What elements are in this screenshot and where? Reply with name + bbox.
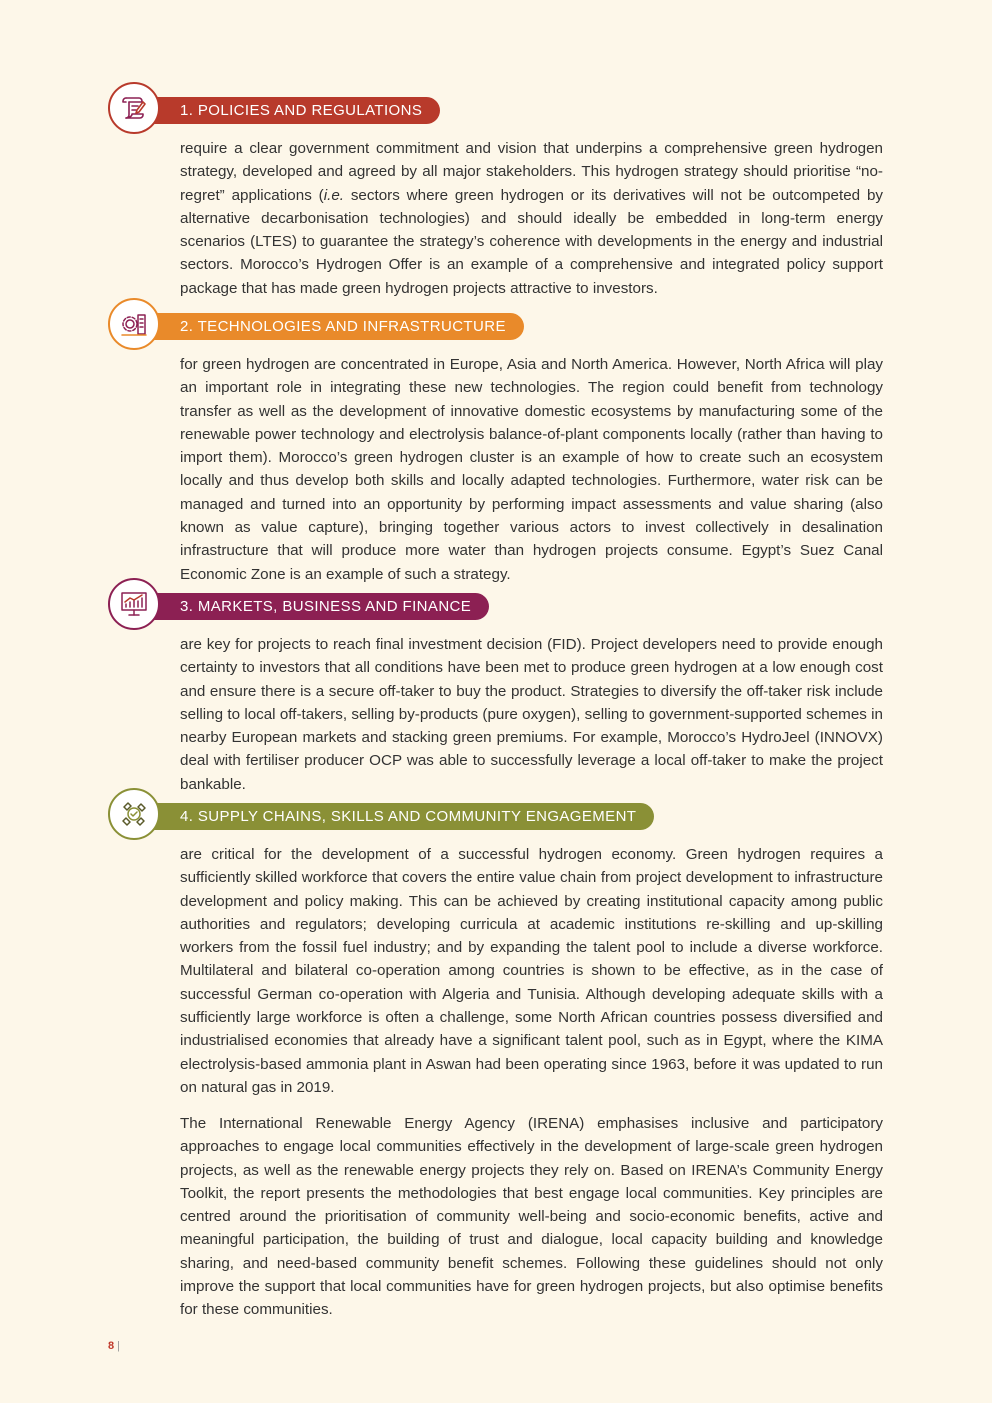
section-heading: 4. SUPPLY CHAINS, SKILLS AND COMMUNITY ENGAGEMENT xyxy=(152,803,654,830)
section-markets xyxy=(108,578,883,796)
page-number-value: 8 xyxy=(108,1340,115,1352)
growth-chart-icon xyxy=(108,578,160,630)
page-separator: | xyxy=(117,1340,120,1352)
factory-gear-icon xyxy=(108,298,160,350)
section-header xyxy=(108,298,883,356)
section-body: are critical for the development of a successful hydrogen economy. Green hydrogen requires a sufficiently skilled workforce that covers the entire value chain from project development to infrastructure development and policy making. This can be achieved by creating institutional capacity among public authorities and regulators; developing curricula at academic institutions re-skilling and up-skilling workers from the fossil fuel industry; and by expanding the talent pool to include a diverse workforce. Multilateral and bilateral co-operation among countries is shown to be effective, as in the case of successful German co-operation with Algeria and Tunisia. Although developing adequate skills with a sufficiently large workforce is often a challenge, some North African countries possess diversified and industrialised economies that already have a significant talent pool, such as in Egypt, where the KIMA electrolysis-based ammonia plant in Aswan had been operating since 1963, before it was updated to run on natural gas in 2019. xyxy=(180,846,883,1096)
section-header xyxy=(108,788,883,846)
section-header xyxy=(108,578,883,636)
section-header xyxy=(108,82,883,140)
section-heading: 1. POLICIES AND REGULATIONS xyxy=(152,97,440,124)
section-body: require a clear government commitment and vision that underpins a comprehensive green hydrogen strategy, developed and agreed by all major stakeholders. This hydrogen strategy should prioritise “no-regret” applications (i.e. sectors where green hydrogen or its derivatives will not be outcompeted by alternative decarbonisation technologies) and should ideally be embedded in long-term energy scenarios (LTES) to guarantee the strategy’s coherence with developments in the energy and industrial sectors. Morocco’s Hydrogen Offer is an example of a comprehensive and integrated policy support package that has made green hydrogen projects attractive to investors. xyxy=(180,140,883,297)
policy-document-icon xyxy=(108,82,160,134)
closing-paragraph: The International Renewable Energy Agency (IRENA) emphasises inclusive and participatory approaches to engage local communities effectively in the development of large-scale green hydrogen projects, as well as the renewable energy projects they rely on. Based on IRENA’s Community Energy Toolkit, the report presents the methodologies that best engage local communities. Key principles are centred around the prioritisation of community well-being and socio-economic benefits, active and meaningful participation, the building of trust and dialogue, local capacity building and knowledge sharing, and need-based community benefit schemes. Following these guidelines should not only improve the support that local communities have for green hydrogen projects, but also optimise benefits for these communities. xyxy=(180,1115,883,1319)
section-body: for green hydrogen are concentrated in Europe, Asia and North America. However, North Africa will play an important role in integrating these new technologies. The region could benefit from technology transfer as well as the development of innovative domestic ecosystems by manufacturing some of the renewable power technology and electrolysis balance-of-plant components locally (rather than having to import them). Morocco’s green hydrogen cluster is an example of how to create such an ecosystem locally and thus develop both skills and locally adapted technologies. Furthermore, water risk can be managed and turned into an opportunity by performing impact assessments and value sharing (also known as value capture), bringing together various actors to invest collectively in desalination infrastructure that will produce more water than hydrogen projects consume. Egypt’s Suez Canal Economic Zone is an example of such a strategy. xyxy=(180,356,883,583)
section-body: are key for projects to reach final investment decision (FID). Project developers need to provide enough certainty to investors that all conditions have been met to produce green hydrogen at a low enough cost and ensure there is a secure off-taker to buy the product. Strategies to diversify the off-taker risk include selling to local off-takers, selling by-products (pure oxygen), selling to government-supported schemes in nearby European markets and stacking green premiums. For example, Morocco’s HydroJeel (INNOVX) deal with fertiliser producer OCP was able to successfully leverage a local off-taker to make the project bankable. xyxy=(180,636,883,793)
section-heading: 3. MARKETS, BUSINESS AND FINANCE xyxy=(152,593,489,620)
community-hands-icon xyxy=(108,788,160,840)
section-technologies xyxy=(108,298,883,586)
page-number xyxy=(108,1340,120,1352)
section-heading: 2. TECHNOLOGIES AND INFRASTRUCTURE xyxy=(152,313,524,340)
section-policies xyxy=(108,82,883,300)
section-supply-chains xyxy=(108,788,883,1099)
